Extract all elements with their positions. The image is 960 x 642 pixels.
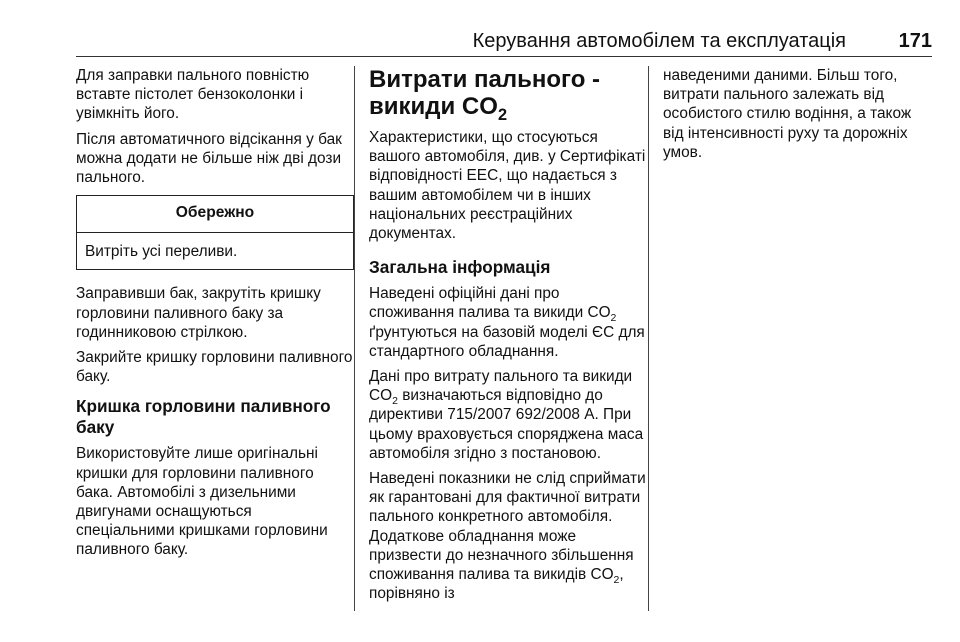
paragraph-characteristics: Характеристики, що стосуються вашого автомобіля, див. у Сертифікаті відповідності ЕЕС, що надається з вашим автомобілем чи в інших національних реєстраційних документах. <box>369 129 646 243</box>
column-3 <box>663 66 935 168</box>
heading-subscript: 2 <box>497 105 508 124</box>
subscript: 2 <box>613 575 620 587</box>
subscript: 2 <box>610 313 617 325</box>
section-heading-fuel-consumption <box>369 66 647 124</box>
page-number: 171 <box>898 30 932 52</box>
text-fragment: , порівняно із <box>369 566 624 603</box>
paragraph-close-cap: Заправивши бак, закрутіть кришку горловини паливного баку за годинниковою стрілкою. <box>76 285 321 341</box>
caution-box <box>76 195 354 270</box>
caution-text: Витріть усі переливи. <box>85 243 238 261</box>
header-rule <box>76 56 932 57</box>
paragraph-after-cutoff: Після автоматичного відсікання у бак можна додати не більше ніж дві дози пального. <box>76 130 342 187</box>
paragraph-not-guaranteed: Наведені показники не слід сприймати як гарантовані для фактичної витрати пального конкретного автомобіля. <box>369 470 646 526</box>
column-divider-2 <box>648 66 649 611</box>
page-header <box>76 28 932 58</box>
paragraph-additional-equipment <box>369 527 647 604</box>
paragraph-close-flap: Закрийте кришку горловини паливного баку. <box>76 349 353 386</box>
header-title: Керування автомобілем та експлуатація <box>472 30 846 52</box>
text-fragment: Додаткове обладнання може призвести до незначного збільшення споживання палива та викидів CO <box>369 527 634 584</box>
paragraph-directive <box>369 367 647 463</box>
caution-title: Обережно <box>77 196 353 233</box>
subscript: 2 <box>392 396 398 408</box>
paragraph-official-data <box>369 284 647 361</box>
paragraph-driving-style: наведеними даними. Більш того, витрати пального залежать від особистого стилю водіння, а також від інтенсивності руху та дорожніх умов. <box>663 67 912 161</box>
subsection-heading-general: Загальна інформація <box>369 257 551 278</box>
text-fragment: Наведені офіційні дані про споживання палива та викиди CO <box>369 285 611 322</box>
section-heading-fuel-cap: Кришка горловини паливного баку <box>76 396 331 438</box>
column-2 <box>369 66 647 609</box>
text-fragment: визначаються відповідно до директиви 715/2007 692/2008 А. При цьому враховується споряджена маса автомобіля згідно з постановою. <box>369 387 644 462</box>
column-1 <box>76 66 354 566</box>
text-fragment: Дані про витрату пального та викиди CO <box>369 368 633 405</box>
text-fragment: ґрунтуються на базовій моделі ЄС для стандартного обладнання. <box>369 323 645 360</box>
paragraph-refuel-full: Для заправки пального повністю вставте пістолет бензоколонки і увімкніть його. <box>76 67 310 123</box>
column-divider-1 <box>354 66 355 611</box>
paragraph-original-caps: Використовуйте лише оригінальні кришки для горловини паливного бака. Автомобілі з дизельними двигунами оснащуються спеціальними кришками горловини паливного баку. <box>76 445 328 559</box>
heading-text: Витрати пального - викиди CO <box>369 66 601 120</box>
